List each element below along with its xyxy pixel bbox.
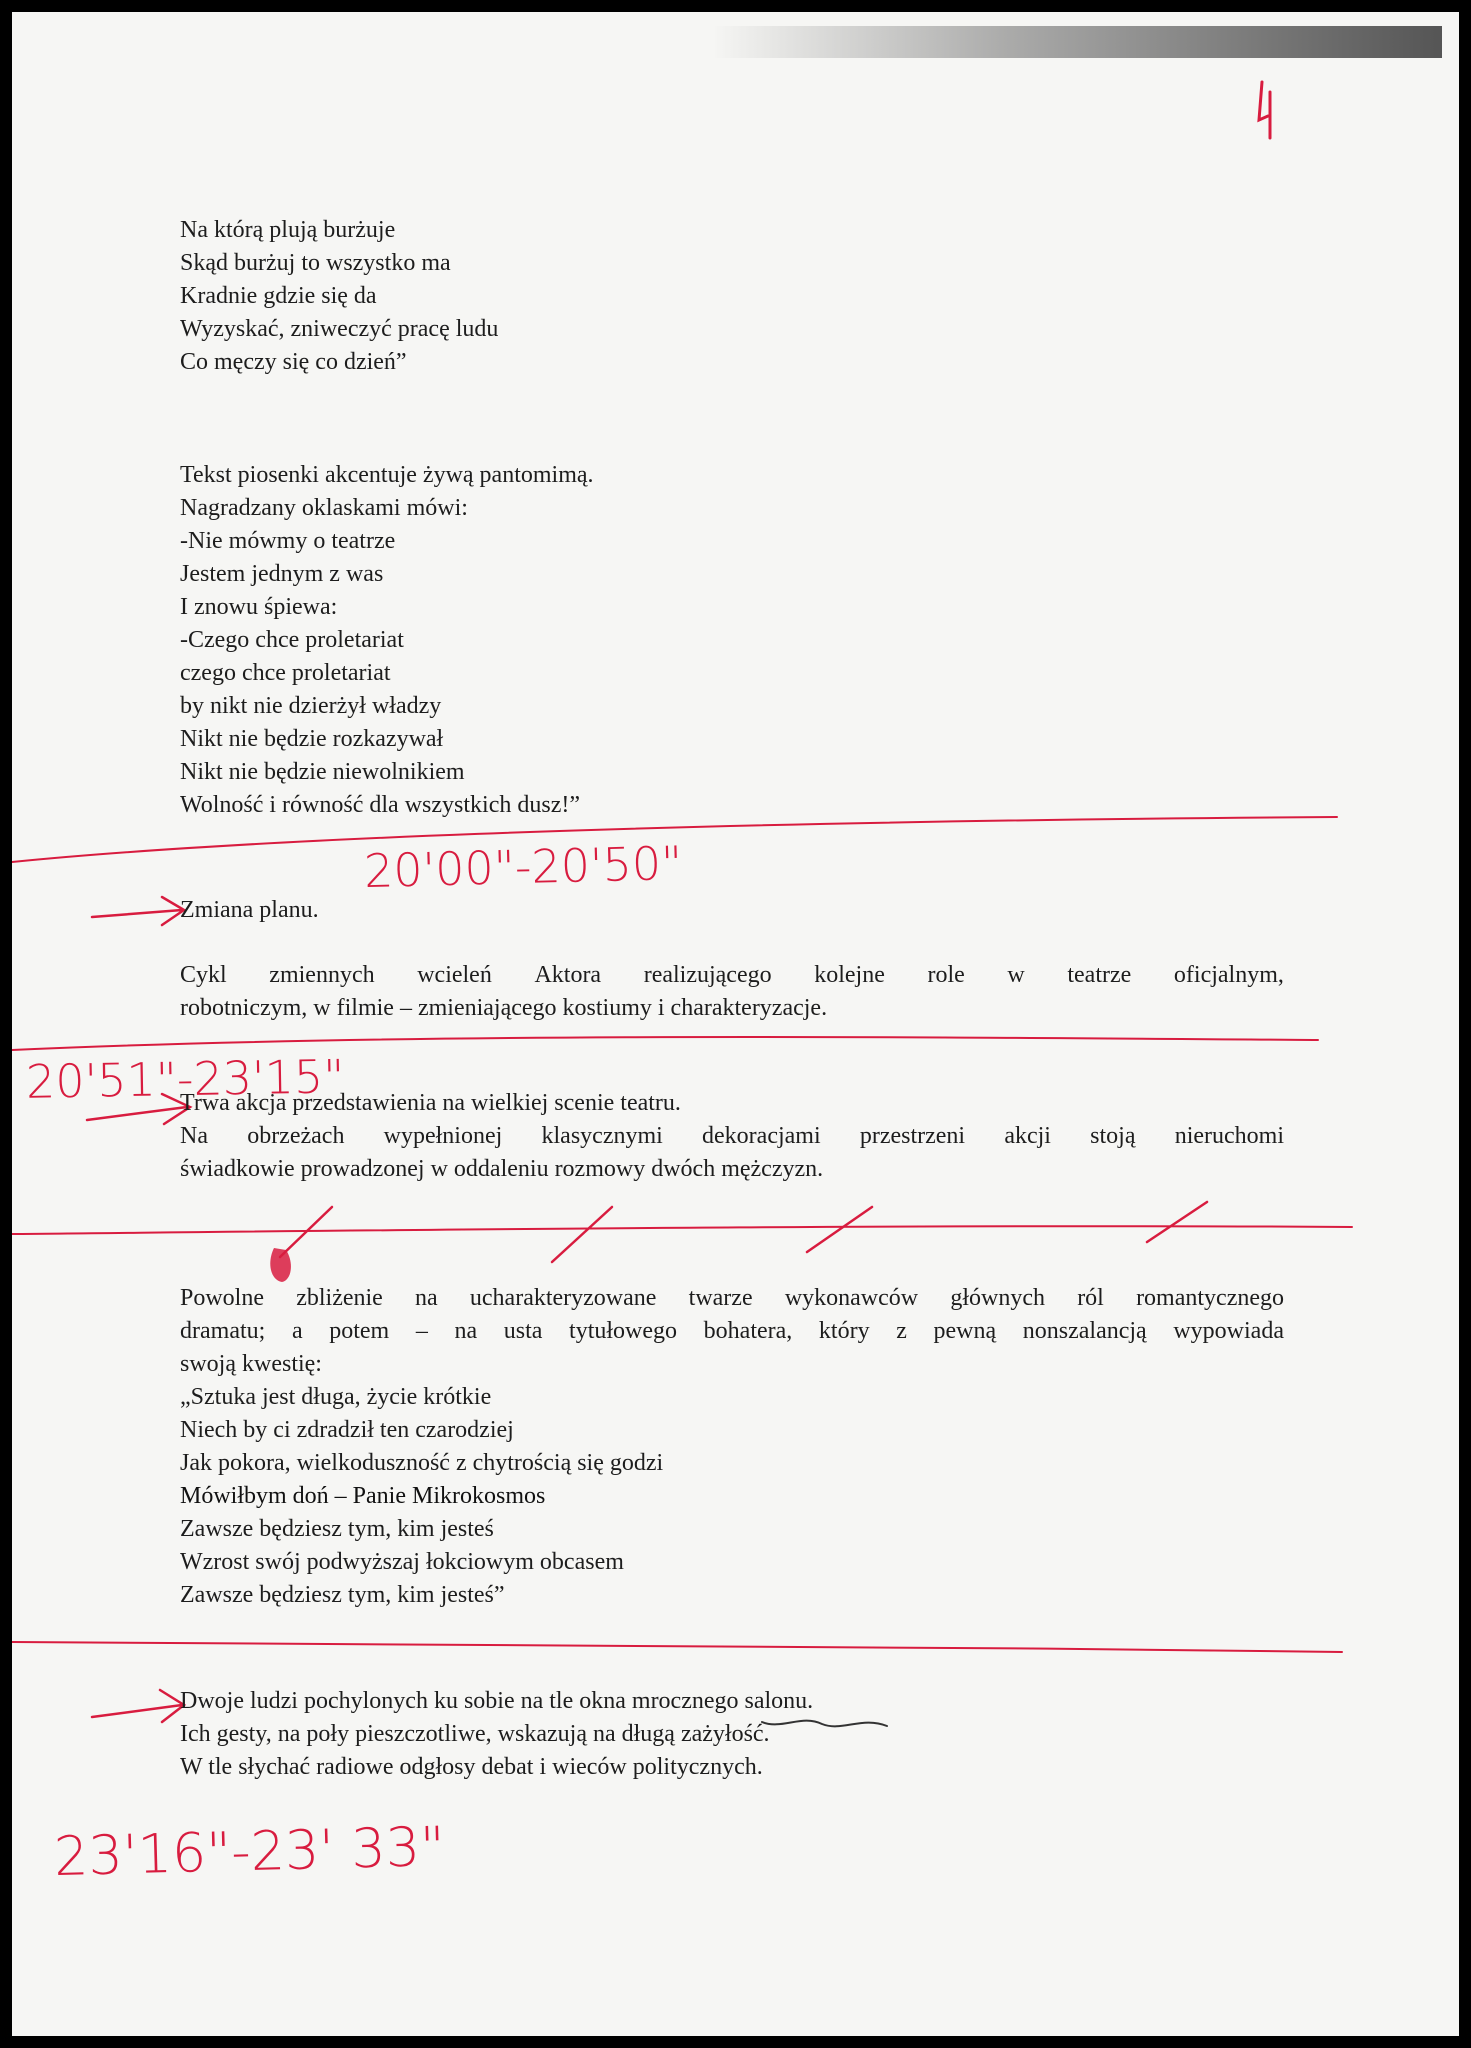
arrow-1 — [92, 897, 184, 925]
verse-line: Zawsze będziesz tym, kim jesteś — [180, 1516, 494, 1542]
word: twarze — [688, 1285, 753, 1311]
word: ról — [1077, 1285, 1104, 1311]
scene-heading: Zmiana planu. — [180, 897, 319, 923]
separator-line-2 — [12, 1037, 1318, 1050]
verse-line: Wzrost swój podwyższaj łokciowym obcasem — [180, 1549, 624, 1575]
word: wypowiada — [1173, 1318, 1284, 1344]
description-line: Nagradzany oklaskami mówi: — [180, 495, 468, 521]
word: obrzeżach — [247, 1123, 345, 1149]
lyrics-line: by nikt nie dzierżył władzy — [180, 693, 442, 719]
word: z — [896, 1318, 907, 1344]
scene-paragraph-line — [180, 1282, 1284, 1315]
lyrics-line: Nikt nie będzie rozkazywał — [180, 726, 444, 752]
ink-blot — [270, 1248, 291, 1282]
scene-paragraph-line: świadkowie prowadzonej w oddaleniu rozmowy dwóch mężczyzn. — [180, 1156, 824, 1182]
lyrics-line: Nikt nie będzie niewolnikiem — [180, 759, 465, 785]
dialogue-line: -Nie mówmy o teatrze — [180, 528, 396, 554]
lyrics-line: Na którą plują burżuje — [180, 217, 396, 243]
word: kolejne — [814, 962, 885, 988]
separator-line-3 — [12, 1226, 1352, 1234]
word: który — [818, 1318, 870, 1344]
word: klasycznymi — [541, 1123, 663, 1149]
word: na — [415, 1285, 438, 1311]
word: akcji — [1004, 1123, 1051, 1149]
description-line: I znowu śpiewa: — [180, 594, 338, 620]
word: głównych — [950, 1285, 1045, 1311]
verse-line: Zawsze będziesz tym, kim jesteś” — [180, 1582, 505, 1608]
scene-paragraph-line: W tle słychać radiowe odgłosy debat i wieców politycznych. — [180, 1754, 763, 1780]
lyrics-line: -Czego chce proletariat — [180, 627, 404, 653]
tick-mark-3 — [807, 1207, 872, 1252]
word: Cykl — [180, 962, 227, 988]
arrow-3 — [92, 1690, 184, 1722]
lyrics-line: czego chce proletariat — [180, 660, 391, 686]
word: dramatu; — [180, 1318, 266, 1344]
word: romantycznego — [1136, 1285, 1284, 1311]
word: stoją — [1090, 1123, 1136, 1149]
timecode-annotation-1: 20'00"-20'50" — [363, 835, 683, 899]
word: zbliżenie — [296, 1285, 383, 1311]
verse-line: Mówiłbym doń – Panie Mikrokosmos — [180, 1483, 546, 1509]
word: nieruchomi — [1174, 1123, 1284, 1149]
lyrics-line: Kradnie gdzie się da — [180, 283, 377, 309]
word: Na — [180, 1123, 208, 1149]
word: teatrze — [1067, 962, 1132, 988]
word: bohatera, — [703, 1318, 793, 1344]
timecode-annotation-2: 20'51"-23'15" — [25, 1049, 345, 1109]
word: w — [1007, 962, 1025, 988]
word: – — [415, 1318, 428, 1344]
underline-zazylosc — [762, 1721, 887, 1727]
description-line: Tekst piosenki akcentuje żywą pantomimą. — [180, 462, 594, 488]
scene-paragraph-line — [180, 959, 1284, 992]
scene-paragraph-line — [180, 1120, 1284, 1153]
verse-line: „Sztuka jest długa, życie krótkie — [180, 1384, 492, 1410]
scene-paragraph-line — [180, 1315, 1284, 1348]
lyrics-line: Wyzyskać, zniweczyć pracę ludu — [180, 316, 499, 342]
scene-heading: Trwa akcja przedstawienia na wielkiej scenie teatru. — [180, 1090, 681, 1116]
tick-mark-4 — [1147, 1202, 1207, 1242]
word: potem — [329, 1318, 390, 1344]
scene-paragraph-line: robotniczym, w filmie – zmieniającego kostiumy i charakteryzacje. — [180, 995, 828, 1021]
handwritten-page-number — [1259, 82, 1270, 138]
word: wcieleń — [417, 962, 492, 988]
scene-paragraph-line: swoją kwestię: — [180, 1351, 322, 1377]
word: dekoracjami — [702, 1123, 821, 1149]
word: przestrzeni — [859, 1123, 966, 1149]
scene-paragraph-line: Dwoje ludzi pochylonych ku sobie na tle okna mrocznego salonu. — [180, 1688, 814, 1714]
scene-paragraph-line: Ich gesty, na poły pieszczotliwe, wskazują na długą zażyłość. — [180, 1721, 770, 1747]
word: wypełnionej — [383, 1123, 503, 1149]
word: pewną — [933, 1318, 997, 1344]
word: Powolne — [180, 1285, 264, 1311]
verse-line: Jak pokora, wielkoduszność z chytrością się godzi — [180, 1450, 664, 1476]
word: role — [927, 962, 965, 988]
word: a — [291, 1318, 303, 1344]
word: ucharakteryzowane — [469, 1285, 657, 1311]
word: usta — [503, 1318, 543, 1344]
lyrics-line: Skąd burżuj to wszystko ma — [180, 250, 451, 276]
lyrics-line: Wolność i równość dla wszystkich dusz!” — [180, 792, 580, 818]
tick-mark-2 — [552, 1207, 612, 1262]
word: tytułowego — [569, 1318, 678, 1344]
verse-line: Niech by ci zdradził ten czarodziej — [180, 1417, 514, 1443]
timecode-annotation-3: 23'16"-23' 33" — [53, 1814, 446, 1889]
word: realizującego — [643, 962, 772, 988]
word: nonszalancją — [1022, 1318, 1147, 1344]
word: zmiennych — [269, 962, 375, 988]
word: oficjalnym, — [1173, 962, 1284, 988]
document-page — [12, 12, 1459, 2036]
dialogue-line: Jestem jednym z was — [180, 561, 384, 587]
separator-line-4 — [12, 1642, 1342, 1652]
lyrics-line: Co męczy się co dzień” — [180, 349, 407, 375]
word: na — [454, 1318, 478, 1344]
word: wykonawców — [784, 1285, 919, 1311]
word: Aktora — [534, 962, 602, 988]
